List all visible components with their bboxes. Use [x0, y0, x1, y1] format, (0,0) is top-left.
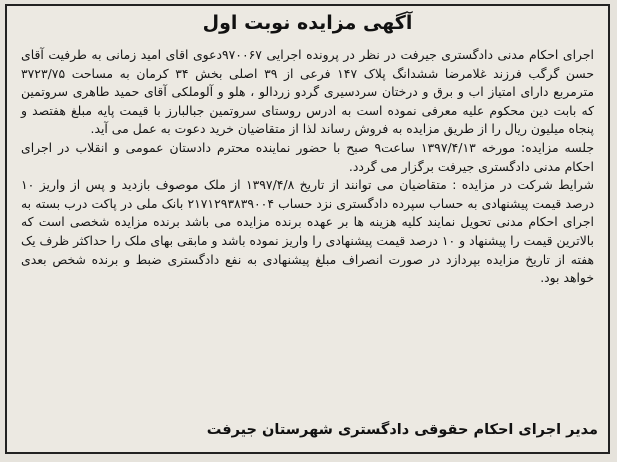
notice-paragraph-session: جلسه مزایده: مورخه ۱۳۹۷/۴/۱۳ ساعت۹ صبح با حضور نماینده محترم دادستان عمومی و انقلاب در اجرای احکام مدنی دادگستری جیرفت برگزار می گردد. — [21, 139, 595, 174]
notice-frame — [5, 4, 610, 454]
notice-signature: مدیر اجرای احکام حقوقی دادگستری شهرستان جیرفت — [206, 422, 598, 438]
notice-title: آگهی مزایده نوبت اول — [202, 12, 413, 34]
notice-paragraph-auction-details: اجرای احکام مدنی دادگستری جیرفت در نظر در پرونده اجرایی ۹۷۰۰۶۷دعوی اقای امید زمانی به طرفیت آقای حسن گرگب فرزند غلامرضا ششدانگ پلاک ۱۴۷ فرعی از ۳۹ اصلی بخش ۳۴ کرمان به مساحت ۳۷۲۳/۷۵ مترمربع دارای امتیاز اب و برق و درختان سردسیری گردو زردالو ، هلو و آلوملکی آقای حمید طاهری سروتمین که بابت دین محکوم علیه معرفی نموده است به ادرس روستای سروتمین جبالبارز با قیمت پایه مبلغ هفتصد و پنجاه میلیون ریال را از طریق مزایده به فروش رساند لذا از متقاضیان خرید دعوت به عمل می آید. — [21, 47, 594, 137]
notice-paragraph-conditions: شرایط شرکت در مزایده : متقاضیان می توانند از تاریخ ۱۳۹۷/۴/۸ از ملک موصوف بازدید و پس از واریز ۱۰ درصد قیمت پیشنهادی به حساب سپرده دادگستری نزد حساب ۲۱۷۱۲۹۳۸۳۹۰۰۴ بانک ملی در پاکت درب بسته به اجرای احکام مدنی تحویل نمایند کلیه هزینه ها بر عهده برنده مزایده می باشد برنده مزایده شخصی است که بالاترین قیمت را پیشنهاد و ۱۰ درصد قیمت پیشنهادی را واریز نموده باشد و مابقی بهای ملک را حداکثر ظرف یک هفته از تاریخ مزایده بپردازد در صورت انصراف مبلغ پیشنهادی به نفع دادگستری ضبط و برنده شخص بعدی خواهد بود. — [21, 177, 594, 286]
notice-body — [21, 46, 594, 288]
